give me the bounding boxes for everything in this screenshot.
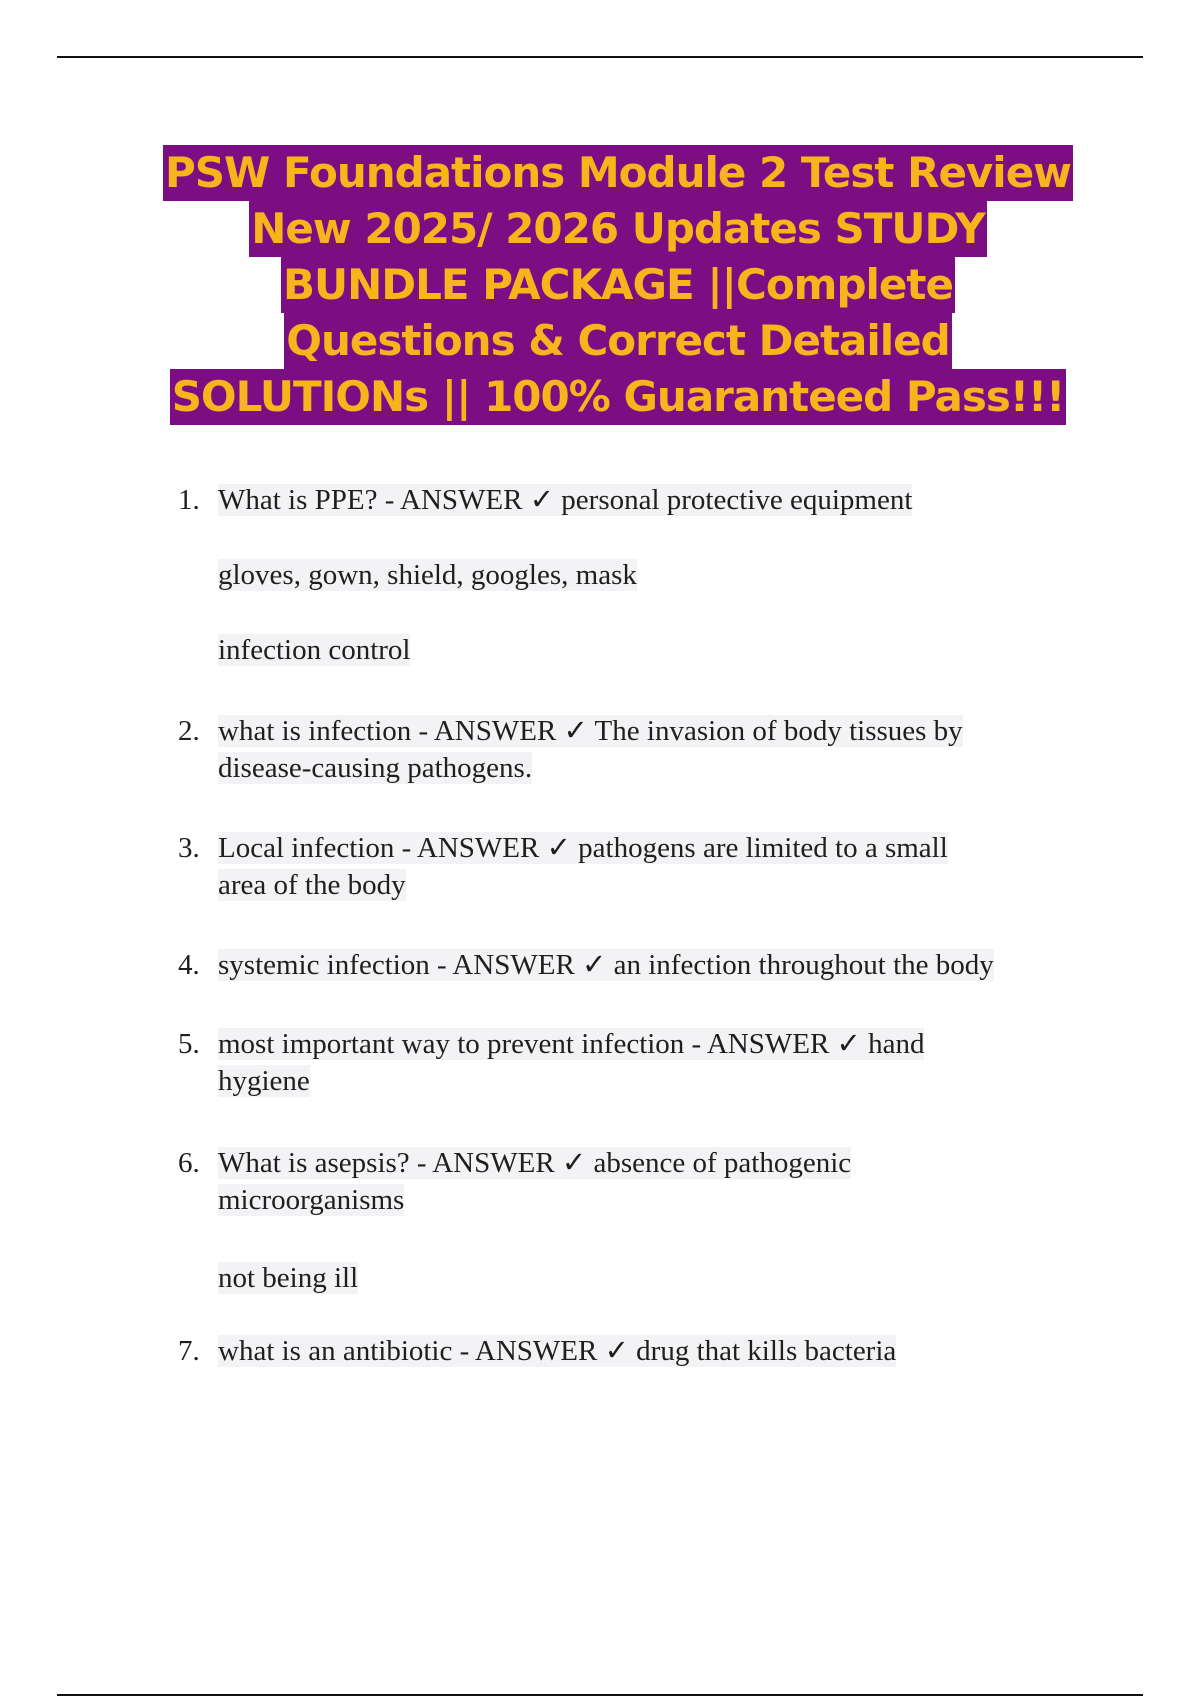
title-line: BUNDLE PACKAGE ||Complete (281, 257, 955, 313)
item-number: 2. (178, 715, 200, 747)
qa-item-7 (178, 1333, 896, 1370)
qa-extra (178, 557, 637, 594)
qa-item-5 (178, 1026, 924, 1100)
qa-extra-text: not being ill (218, 1262, 359, 1294)
qa-extra-text: gloves, gown, shield, googles, mask (218, 559, 637, 591)
item-number: 1. (178, 484, 200, 516)
title-line: Questions & Correct Detailed (284, 313, 951, 369)
qa-text: what is infection - ANSWER ✓ The invasion of body tissues by (218, 715, 963, 747)
qa-extra-text: infection control (218, 634, 411, 666)
qa-text: area of the body (218, 869, 406, 901)
title-line: New 2025/ 2026 Updates STUDY (249, 201, 986, 257)
qa-extra (178, 1260, 358, 1297)
qa-text: What is PPE? - ANSWER ✓ personal protective equipment (218, 484, 913, 516)
title-line: PSW Foundations Module 2 Test Review (163, 145, 1073, 201)
qa-text: most important way to prevent infection - ANSWER ✓ hand (218, 1028, 925, 1060)
qa-extra (178, 632, 410, 669)
item-number: 3. (178, 832, 200, 864)
qa-item-1 (178, 482, 912, 519)
qa-text: What is asepsis? - ANSWER ✓ absence of pathogenic (218, 1147, 852, 1179)
bottom-rule (57, 1694, 1143, 1696)
item-number: 7. (178, 1335, 200, 1367)
qa-text: disease-causing pathogens. (218, 752, 533, 784)
qa-text: what is an antibiotic - ANSWER ✓ drug that kills bacteria (218, 1335, 897, 1367)
qa-item-6 (178, 1145, 851, 1219)
title-line: SOLUTIONs || 100% Guaranteed Pass!!! (170, 369, 1067, 425)
qa-text: systemic infection - ANSWER ✓ an infection throughout the body (218, 949, 994, 981)
item-number: 4. (178, 949, 200, 981)
item-number: 6. (178, 1147, 200, 1179)
qa-item-2 (178, 713, 963, 787)
qa-item-3 (178, 830, 948, 904)
qa-text: hygiene (218, 1065, 310, 1097)
qa-item-4 (178, 947, 994, 984)
item-number: 5. (178, 1028, 200, 1060)
top-rule (57, 56, 1143, 58)
qa-text: Local infection - ANSWER ✓ pathogens are limited to a small (218, 832, 948, 864)
document-title (150, 145, 1086, 425)
qa-text: microorganisms (218, 1184, 405, 1216)
